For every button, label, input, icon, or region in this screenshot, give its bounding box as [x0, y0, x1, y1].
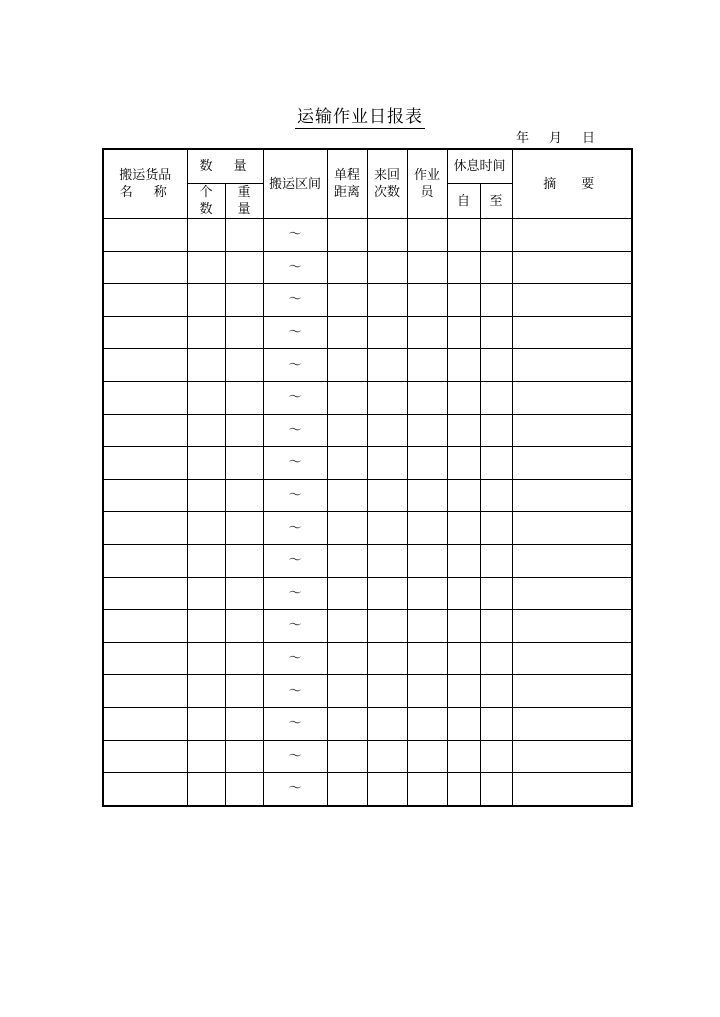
cell-summary[interactable] [512, 610, 632, 643]
cell-distance[interactable] [327, 316, 367, 349]
header-worker [407, 149, 447, 219]
cell-distance[interactable] [327, 642, 367, 675]
cell-trips[interactable] [367, 349, 407, 382]
cell-rest-from[interactable] [447, 577, 480, 610]
cell-goods[interactable] [103, 577, 187, 610]
cell-distance[interactable] [327, 740, 367, 773]
cell-distance[interactable] [327, 219, 367, 252]
header-count-line2: 数 [199, 202, 213, 217]
cell-count[interactable] [187, 349, 225, 382]
cell-trips[interactable] [367, 447, 407, 480]
cell-distance[interactable] [327, 251, 367, 284]
cell-section[interactable]: ～ [263, 610, 327, 643]
cell-count[interactable] [187, 316, 225, 349]
cell-section[interactable]: ～ [263, 675, 327, 708]
cell-worker[interactable] [407, 447, 447, 480]
header-trips-line2: 次数 [373, 185, 400, 200]
cell-distance[interactable] [327, 610, 367, 643]
cell-rest-from[interactable] [447, 707, 480, 740]
table-row [103, 740, 632, 773]
cell-count[interactable] [187, 381, 225, 414]
cell-weight[interactable] [225, 675, 263, 708]
cell-count[interactable] [187, 642, 225, 675]
cell-rest-to[interactable] [480, 610, 512, 643]
cell-rest-to[interactable] [480, 447, 512, 480]
cell-count[interactable] [187, 447, 225, 480]
table-row [103, 349, 632, 382]
cell-trips[interactable] [367, 740, 407, 773]
table-row [103, 219, 632, 252]
cell-count[interactable] [187, 544, 225, 577]
cell-weight[interactable] [225, 219, 263, 252]
cell-summary[interactable] [512, 251, 632, 284]
cell-summary[interactable] [512, 381, 632, 414]
table-row [103, 447, 632, 480]
cell-section[interactable]: ～ [263, 773, 327, 806]
cell-rest-to[interactable] [480, 316, 512, 349]
cell-rest-from[interactable] [447, 284, 480, 317]
date-year-label: 年 [516, 131, 530, 146]
table-row [103, 577, 632, 610]
cell-goods[interactable] [103, 544, 187, 577]
cell-trips[interactable] [367, 479, 407, 512]
cell-worker[interactable] [407, 773, 447, 806]
cell-weight[interactable] [225, 610, 263, 643]
cell-distance[interactable] [327, 447, 367, 480]
header-count-line1: 个 [199, 185, 213, 200]
cell-section[interactable]: ～ [263, 414, 327, 447]
cell-rest-to[interactable] [480, 414, 512, 447]
header-rest-time: 休息时间 [447, 149, 512, 184]
cell-count[interactable] [187, 251, 225, 284]
cell-weight[interactable] [225, 544, 263, 577]
header-rest-from: 自 [447, 184, 480, 219]
table-row [103, 284, 632, 317]
cell-trips[interactable] [367, 251, 407, 284]
cell-worker[interactable] [407, 284, 447, 317]
cell-section[interactable]: ～ [263, 577, 327, 610]
cell-rest-from[interactable] [447, 610, 480, 643]
header-trips [367, 149, 407, 219]
header-row-1 [103, 149, 632, 184]
cell-summary[interactable] [512, 675, 632, 708]
cell-count[interactable] [187, 284, 225, 317]
transport-daily-report-table [102, 148, 633, 807]
cell-rest-to[interactable] [480, 544, 512, 577]
cell-count[interactable] [187, 219, 225, 252]
cell-trips[interactable] [367, 544, 407, 577]
cell-summary[interactable] [512, 479, 632, 512]
cell-weight[interactable] [225, 740, 263, 773]
cell-weight[interactable] [225, 707, 263, 740]
cell-trips[interactable] [367, 284, 407, 317]
cell-goods[interactable] [103, 479, 187, 512]
table-row [103, 479, 632, 512]
cell-worker[interactable] [407, 479, 447, 512]
header-distance-line2: 距离 [333, 185, 360, 200]
cell-section[interactable]: ～ [263, 349, 327, 382]
table-row [103, 675, 632, 708]
cell-goods[interactable] [103, 610, 187, 643]
cell-summary[interactable] [512, 512, 632, 545]
cell-summary[interactable] [512, 707, 632, 740]
cell-weight[interactable] [225, 251, 263, 284]
cell-weight[interactable] [225, 512, 263, 545]
cell-worker[interactable] [407, 610, 447, 643]
header-goods-name [103, 149, 187, 219]
cell-section[interactable]: ～ [263, 512, 327, 545]
cell-goods[interactable] [103, 512, 187, 545]
cell-section[interactable]: ～ [263, 284, 327, 317]
header-goods-name-line1: 搬运货品 [119, 168, 172, 183]
cell-trips[interactable] [367, 512, 407, 545]
cell-distance[interactable] [327, 675, 367, 708]
cell-count[interactable] [187, 479, 225, 512]
cell-summary[interactable] [512, 577, 632, 610]
cell-summary[interactable] [512, 219, 632, 252]
cell-distance[interactable] [327, 349, 367, 382]
cell-count[interactable] [187, 773, 225, 806]
cell-rest-to[interactable] [480, 740, 512, 773]
cell-count[interactable] [187, 512, 225, 545]
cell-goods[interactable] [103, 675, 187, 708]
cell-trips[interactable] [367, 577, 407, 610]
cell-rest-to[interactable] [480, 251, 512, 284]
cell-goods[interactable] [103, 707, 187, 740]
cell-section[interactable]: ～ [263, 251, 327, 284]
cell-weight[interactable] [225, 447, 263, 480]
table-row [103, 381, 632, 414]
cell-rest-from[interactable] [447, 642, 480, 675]
cell-rest-to[interactable] [480, 577, 512, 610]
cell-rest-to[interactable] [480, 707, 512, 740]
cell-goods[interactable] [103, 642, 187, 675]
cell-goods[interactable] [103, 740, 187, 773]
cell-weight[interactable] [225, 381, 263, 414]
cell-worker[interactable] [407, 316, 447, 349]
date-month-label: 月 [549, 131, 563, 146]
cell-section[interactable]: ～ [263, 544, 327, 577]
cell-trips[interactable] [367, 414, 407, 447]
cell-distance[interactable] [327, 414, 367, 447]
cell-count[interactable] [187, 675, 225, 708]
cell-section[interactable]: ～ [263, 642, 327, 675]
cell-worker[interactable] [407, 512, 447, 545]
header-summary: 摘 要 [512, 149, 632, 219]
cell-trips[interactable] [367, 773, 407, 806]
table-row [103, 642, 632, 675]
table-row [103, 707, 632, 740]
cell-trips[interactable] [367, 381, 407, 414]
cell-goods[interactable] [103, 447, 187, 480]
table-row [103, 414, 632, 447]
cell-worker[interactable] [407, 251, 447, 284]
cell-worker[interactable] [407, 707, 447, 740]
header-goods-name-line2: 名 称 [119, 185, 171, 200]
header-rest-to: 至 [480, 184, 512, 219]
cell-goods[interactable] [103, 284, 187, 317]
cell-trips[interactable] [367, 675, 407, 708]
cell-worker[interactable] [407, 381, 447, 414]
cell-rest-from[interactable] [447, 544, 480, 577]
cell-distance[interactable] [327, 773, 367, 806]
cell-distance[interactable] [327, 284, 367, 317]
cell-count[interactable] [187, 414, 225, 447]
cell-section[interactable]: ～ [263, 707, 327, 740]
cell-summary[interactable] [512, 773, 632, 806]
table-row [103, 316, 632, 349]
cell-distance[interactable] [327, 544, 367, 577]
cell-summary[interactable] [512, 414, 632, 447]
cell-rest-from[interactable] [447, 349, 480, 382]
table-row [103, 544, 632, 577]
cell-rest-from[interactable] [447, 219, 480, 252]
cell-rest-from[interactable] [447, 740, 480, 773]
cell-goods[interactable] [103, 251, 187, 284]
cell-goods[interactable] [103, 349, 187, 382]
header-distance [327, 149, 367, 219]
header-trips-line1: 来回 [373, 168, 400, 183]
cell-summary[interactable] [512, 447, 632, 480]
cell-worker[interactable] [407, 577, 447, 610]
cell-summary[interactable] [512, 349, 632, 382]
cell-rest-to[interactable] [480, 642, 512, 675]
cell-weight[interactable] [225, 642, 263, 675]
cell-goods[interactable] [103, 219, 187, 252]
cell-summary[interactable] [512, 284, 632, 317]
cell-worker[interactable] [407, 544, 447, 577]
page-title-text: 运输作业日报表 [297, 107, 423, 127]
cell-trips[interactable] [367, 219, 407, 252]
report-body [103, 219, 632, 806]
cell-goods[interactable] [103, 316, 187, 349]
cell-summary[interactable] [512, 642, 632, 675]
header-worker-line1: 作业 [413, 168, 440, 183]
cell-goods[interactable] [103, 414, 187, 447]
cell-weight[interactable] [225, 316, 263, 349]
header-worker-line2: 员 [420, 185, 434, 200]
cell-weight[interactable] [225, 479, 263, 512]
table-row [103, 512, 632, 545]
cell-section[interactable]: ～ [263, 219, 327, 252]
header-quantity: 数 量 [187, 149, 263, 184]
cell-summary[interactable] [512, 740, 632, 773]
cell-rest-from[interactable] [447, 251, 480, 284]
cell-weight[interactable] [225, 773, 263, 806]
cell-section[interactable]: ～ [263, 447, 327, 480]
cell-summary[interactable] [512, 544, 632, 577]
cell-rest-to[interactable] [480, 381, 512, 414]
cell-rest-from[interactable] [447, 447, 480, 480]
table-row [103, 610, 632, 643]
cell-section[interactable]: ～ [263, 316, 327, 349]
cell-rest-to[interactable] [480, 773, 512, 806]
cell-rest-from[interactable] [447, 381, 480, 414]
cell-rest-from[interactable] [447, 512, 480, 545]
cell-worker[interactable] [407, 219, 447, 252]
date-day-label: 日 [582, 131, 596, 146]
page-title [0, 106, 720, 128]
cell-goods[interactable] [103, 773, 187, 806]
cell-worker[interactable] [407, 414, 447, 447]
cell-weight[interactable] [225, 284, 263, 317]
cell-rest-to[interactable] [480, 349, 512, 382]
cell-trips[interactable] [367, 316, 407, 349]
cell-rest-from[interactable] [447, 773, 480, 806]
cell-count[interactable] [187, 577, 225, 610]
cell-rest-to[interactable] [480, 675, 512, 708]
header-weight-line1: 重 [237, 185, 251, 200]
cell-distance[interactable] [327, 512, 367, 545]
cell-rest-to[interactable] [480, 479, 512, 512]
cell-count[interactable] [187, 740, 225, 773]
cell-weight[interactable] [225, 349, 263, 382]
cell-rest-to[interactable] [480, 219, 512, 252]
cell-count[interactable] [187, 707, 225, 740]
cell-goods[interactable] [103, 381, 187, 414]
cell-trips[interactable] [367, 642, 407, 675]
cell-rest-from[interactable] [447, 316, 480, 349]
cell-trips[interactable] [367, 610, 407, 643]
header-count [187, 184, 225, 219]
table-row [103, 773, 632, 806]
header-section: 搬运区间 [263, 149, 327, 219]
cell-trips[interactable] [367, 707, 407, 740]
header-weight [225, 184, 263, 219]
cell-distance[interactable] [327, 577, 367, 610]
cell-rest-to[interactable] [480, 284, 512, 317]
cell-worker[interactable] [407, 349, 447, 382]
header-weight-line2: 量 [237, 202, 251, 217]
cell-section[interactable]: ～ [263, 479, 327, 512]
cell-section[interactable]: ～ [263, 740, 327, 773]
cell-worker[interactable] [407, 642, 447, 675]
cell-summary[interactable] [512, 316, 632, 349]
table-row [103, 251, 632, 284]
cell-distance[interactable] [327, 381, 367, 414]
cell-worker[interactable] [407, 740, 447, 773]
date-line [516, 131, 616, 147]
cell-worker[interactable] [407, 675, 447, 708]
cell-count[interactable] [187, 610, 225, 643]
cell-distance[interactable] [327, 707, 367, 740]
cell-rest-from[interactable] [447, 675, 480, 708]
cell-distance[interactable] [327, 479, 367, 512]
cell-section[interactable]: ～ [263, 381, 327, 414]
cell-rest-from[interactable] [447, 414, 480, 447]
header-distance-line1: 单程 [333, 168, 360, 183]
cell-rest-from[interactable] [447, 479, 480, 512]
cell-weight[interactable] [225, 577, 263, 610]
cell-weight[interactable] [225, 414, 263, 447]
cell-rest-to[interactable] [480, 512, 512, 545]
